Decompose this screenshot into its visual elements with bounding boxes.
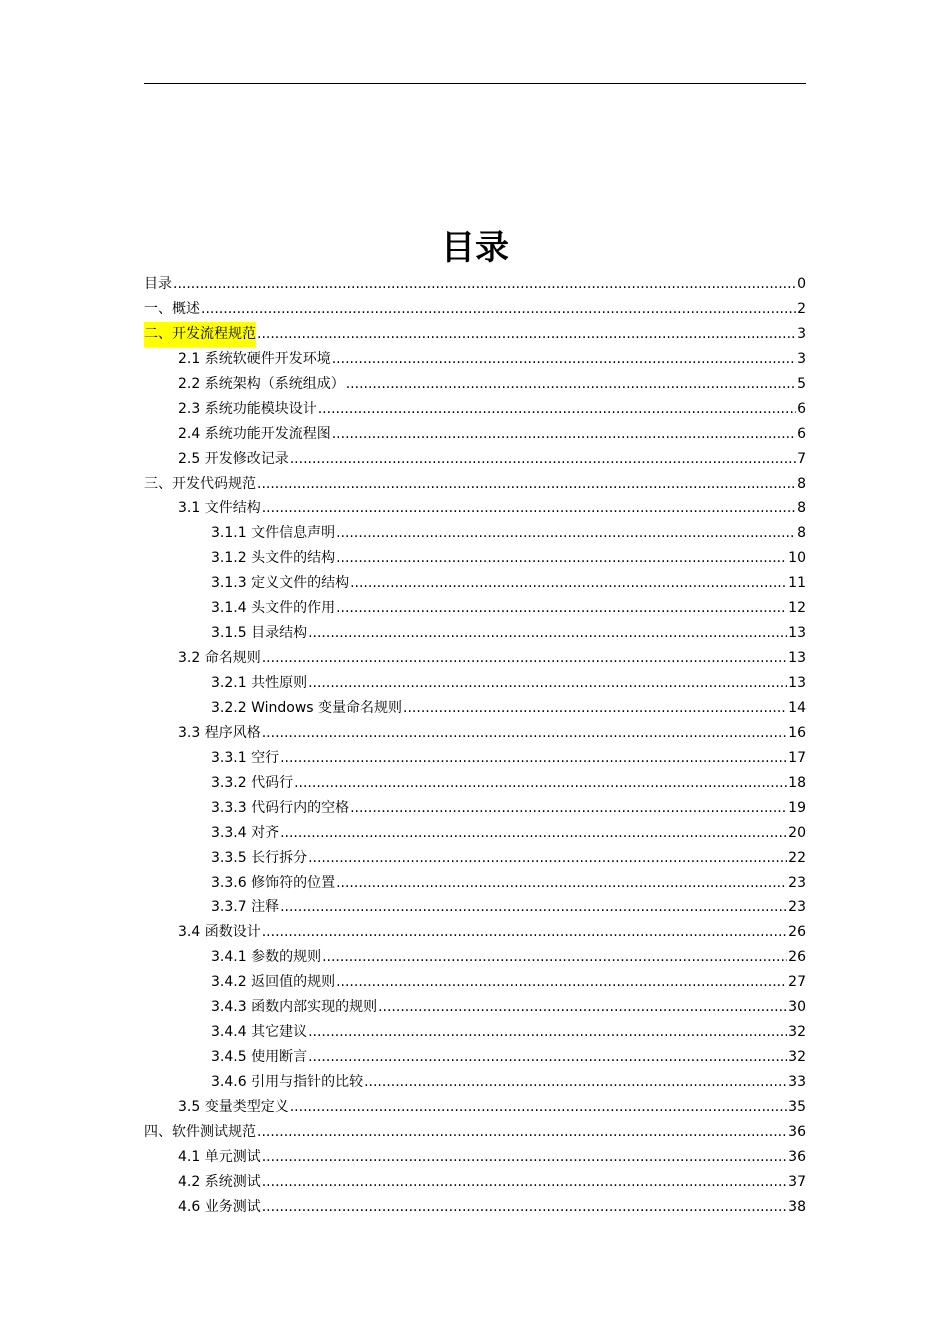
toc-entry[interactable] [144, 846, 806, 871]
toc-entry-label: 3.2.1 共性原则 [211, 675, 308, 691]
toc-entry-label: 一、概述 [144, 300, 200, 317]
toc-entry[interactable] [144, 920, 806, 945]
toc-entry[interactable] [144, 1120, 806, 1145]
toc-entry-page: 20 [788, 824, 806, 841]
toc-entry-label: 3.4.5 使用断言 [211, 1049, 308, 1066]
table-of-contents [144, 272, 806, 1220]
toc-entry[interactable] [144, 696, 806, 721]
toc-entry[interactable] [144, 322, 806, 347]
toc-entry-label: 四、软件测试规范 [144, 1123, 256, 1140]
toc-entry[interactable] [144, 721, 806, 746]
toc-entry-page: 8 [797, 525, 806, 542]
toc-entry-label: 3.1.5 目录结构 [211, 625, 308, 642]
toc-entry[interactable] [144, 1145, 806, 1170]
toc-dot-leader [201, 297, 796, 322]
toc-entry-label: 3.5 变量类型定义 [178, 1098, 289, 1115]
toc-entry[interactable] [144, 472, 806, 497]
toc-entry[interactable] [144, 596, 806, 621]
toc-entry-page: 26 [788, 924, 806, 941]
toc-dot-leader [350, 571, 787, 596]
toc-entry-label: 3.2 命名规则 [178, 650, 261, 667]
toc-entry-page: 17 [788, 749, 806, 766]
toc-entry-page: 32 [788, 1049, 806, 1066]
header-rule [144, 83, 806, 84]
toc-entry-label: 2.3 系统功能模块设计 [178, 400, 317, 417]
toc-entry-label: 3.3.6 修饰符的位置 [211, 874, 336, 891]
toc-dot-leader [336, 546, 787, 571]
toc-dot-leader [318, 397, 796, 422]
toc-entry-label: 3.4.4 其它建议 [211, 1024, 308, 1041]
toc-dot-leader [262, 1170, 787, 1195]
toc-entry[interactable] [144, 372, 806, 397]
toc-entry-label: 2.5 开发修改记录 [178, 450, 289, 467]
toc-dot-leader [294, 771, 787, 796]
toc-entry-page: 12 [788, 600, 806, 617]
toc-entry-label: 3.4.1 参数的规则 [211, 949, 322, 966]
toc-entry-page: 36 [788, 1123, 806, 1140]
toc-entry-page: 19 [788, 799, 806, 816]
toc-entry-label: 3.1 文件结构 [178, 500, 261, 517]
toc-entry-page: 16 [788, 724, 806, 741]
toc-entry[interactable] [144, 796, 806, 821]
toc-dot-leader [332, 422, 796, 447]
toc-entry[interactable] [144, 1020, 806, 1045]
toc-entry[interactable] [144, 945, 806, 970]
toc-entry[interactable] [144, 347, 806, 372]
toc-entry-page: 13 [788, 625, 806, 642]
toc-entry-label: 3.3.2 代码行 [211, 774, 294, 791]
toc-entry-label: 3.1.4 头文件的作用 [211, 600, 336, 617]
toc-entry-page: 13 [788, 675, 806, 691]
toc-dot-leader [403, 696, 787, 721]
toc-entry[interactable] [144, 871, 806, 896]
toc-dot-leader [262, 646, 787, 671]
toc-entry-page: 30 [788, 999, 806, 1016]
toc-entry[interactable] [144, 970, 806, 995]
toc-entry-page: 2 [797, 300, 806, 317]
toc-entry-page: 38 [788, 1198, 806, 1215]
toc-dot-leader [308, 1045, 787, 1070]
toc-entry-label: 二、开发流程规范 [144, 322, 256, 347]
toc-entry-page: 18 [788, 774, 806, 791]
toc-entry-page: 32 [788, 1024, 806, 1041]
toc-entry-page: 33 [788, 1074, 806, 1090]
toc-entry-label: 4.2 系统测试 [178, 1173, 261, 1190]
toc-dot-leader [332, 347, 796, 372]
toc-entry-label: 2.1 系统软硬件开发环境 [178, 350, 331, 367]
toc-entry[interactable] [144, 297, 806, 322]
toc-entry-label: 目录 [144, 276, 172, 292]
toc-entry[interactable] [144, 1095, 806, 1120]
toc-entry[interactable] [144, 621, 806, 646]
toc-entry[interactable] [144, 1070, 806, 1095]
toc-entry-page: 27 [788, 974, 806, 991]
toc-entry-label: 2.2 系统架构（系统组成） [178, 375, 345, 392]
page-title: 目录 [441, 228, 509, 268]
toc-entry-label: 2.4 系统功能开发流程图 [178, 425, 331, 442]
toc-dot-leader [322, 945, 787, 970]
toc-entry[interactable] [144, 895, 806, 920]
toc-entry-label: 4.1 单元测试 [178, 1148, 261, 1165]
toc-dot-leader [308, 671, 787, 696]
toc-entry-label: 3.1.1 文件信息声明 [211, 525, 336, 542]
toc-entry[interactable] [144, 397, 806, 422]
toc-entry-label: 3.3.7 注释 [211, 899, 280, 916]
toc-entry-label: 3.4.6 引用与指针的比较 [211, 1074, 364, 1090]
toc-entry-page: 3 [797, 350, 806, 367]
toc-dot-leader [346, 372, 796, 397]
toc-entry-label: 3.3.4 对齐 [211, 824, 280, 841]
toc-dot-leader [350, 796, 787, 821]
toc-entry[interactable] [144, 272, 806, 297]
toc-entry[interactable] [144, 521, 806, 546]
toc-dot-leader [290, 447, 796, 472]
toc-entry-label: 3.3.1 空行 [211, 749, 280, 766]
toc-dot-leader [262, 1195, 787, 1220]
toc-entry-label: 3.4.2 返回值的规则 [211, 974, 336, 991]
toc-entry-label: 三、开发代码规范 [144, 475, 256, 492]
toc-dot-leader [280, 821, 787, 846]
toc-entry-page: 23 [788, 899, 806, 916]
toc-entry-page: 36 [788, 1148, 806, 1165]
toc-entry-page: 10 [788, 550, 806, 567]
toc-dot-leader [336, 871, 787, 896]
toc-entry-page: 22 [788, 849, 806, 866]
toc-dot-leader [336, 596, 787, 621]
toc-entry-page: 13 [788, 650, 806, 667]
toc-dot-leader [280, 746, 787, 771]
toc-dot-leader [364, 1070, 787, 1095]
toc-entry-page: 7 [797, 450, 806, 467]
toc-entry-label: 3.2.2 Windows 变量命名规则 [211, 699, 403, 716]
toc-entry-label: 3.3 程序风格 [178, 724, 261, 741]
toc-dot-leader [336, 521, 796, 546]
toc-entry[interactable] [144, 671, 806, 696]
toc-entry-label: 3.3.3 代码行内的空格 [211, 799, 350, 816]
toc-dot-leader [336, 970, 787, 995]
toc-dot-leader [257, 322, 796, 347]
toc-dot-leader [262, 1145, 787, 1170]
toc-entry[interactable] [144, 1045, 806, 1070]
toc-dot-leader [257, 1120, 787, 1145]
toc-dot-leader [173, 272, 796, 297]
toc-dot-leader [378, 995, 787, 1020]
toc-dot-leader [290, 1095, 787, 1120]
toc-entry-page: 8 [797, 475, 806, 492]
toc-entry-page: 11 [788, 575, 806, 592]
toc-entry-page: 8 [797, 500, 806, 517]
toc-dot-leader [262, 920, 787, 945]
toc-entry-page: 14 [788, 699, 806, 716]
toc-entry-page: 23 [788, 874, 806, 891]
toc-entry-page: 26 [788, 949, 806, 966]
toc-entry[interactable] [144, 821, 806, 846]
toc-entry[interactable] [144, 447, 806, 472]
toc-entry-label: 3.1.2 头文件的结构 [211, 550, 336, 567]
toc-entry-page: 35 [788, 1098, 806, 1115]
toc-entry-page: 6 [797, 425, 806, 442]
toc-entry[interactable] [144, 571, 806, 596]
toc-entry[interactable] [144, 1170, 806, 1195]
toc-dot-leader [257, 472, 796, 497]
toc-entry-label: 4.6 业务测试 [178, 1198, 261, 1215]
toc-entry[interactable] [144, 1195, 806, 1220]
toc-entry-page: 0 [797, 276, 806, 292]
toc-dot-leader [280, 895, 787, 920]
toc-entry-label: 3.4.3 函数内部实现的规则 [211, 999, 378, 1016]
toc-entry-page: 5 [797, 375, 806, 392]
toc-entry-label: 3.1.3 定义文件的结构 [211, 575, 350, 592]
toc-entry[interactable] [144, 995, 806, 1020]
toc-dot-leader [308, 621, 787, 646]
toc-entry[interactable] [144, 646, 806, 671]
toc-entry[interactable] [144, 496, 806, 521]
toc-dot-leader [308, 846, 787, 871]
toc-entry[interactable] [144, 771, 806, 796]
toc-dot-leader [308, 1020, 787, 1045]
toc-entry[interactable] [144, 422, 806, 447]
toc-dot-leader [262, 496, 796, 521]
toc-entry-label: 3.3.5 长行拆分 [211, 849, 308, 866]
toc-entry-page: 3 [797, 325, 806, 342]
toc-entry[interactable] [144, 746, 806, 771]
toc-dot-leader [262, 721, 787, 746]
toc-entry-page: 6 [797, 400, 806, 417]
toc-entry[interactable] [144, 546, 806, 571]
toc-entry-label: 3.4 函数设计 [178, 924, 261, 941]
toc-entry-page: 37 [788, 1173, 806, 1190]
